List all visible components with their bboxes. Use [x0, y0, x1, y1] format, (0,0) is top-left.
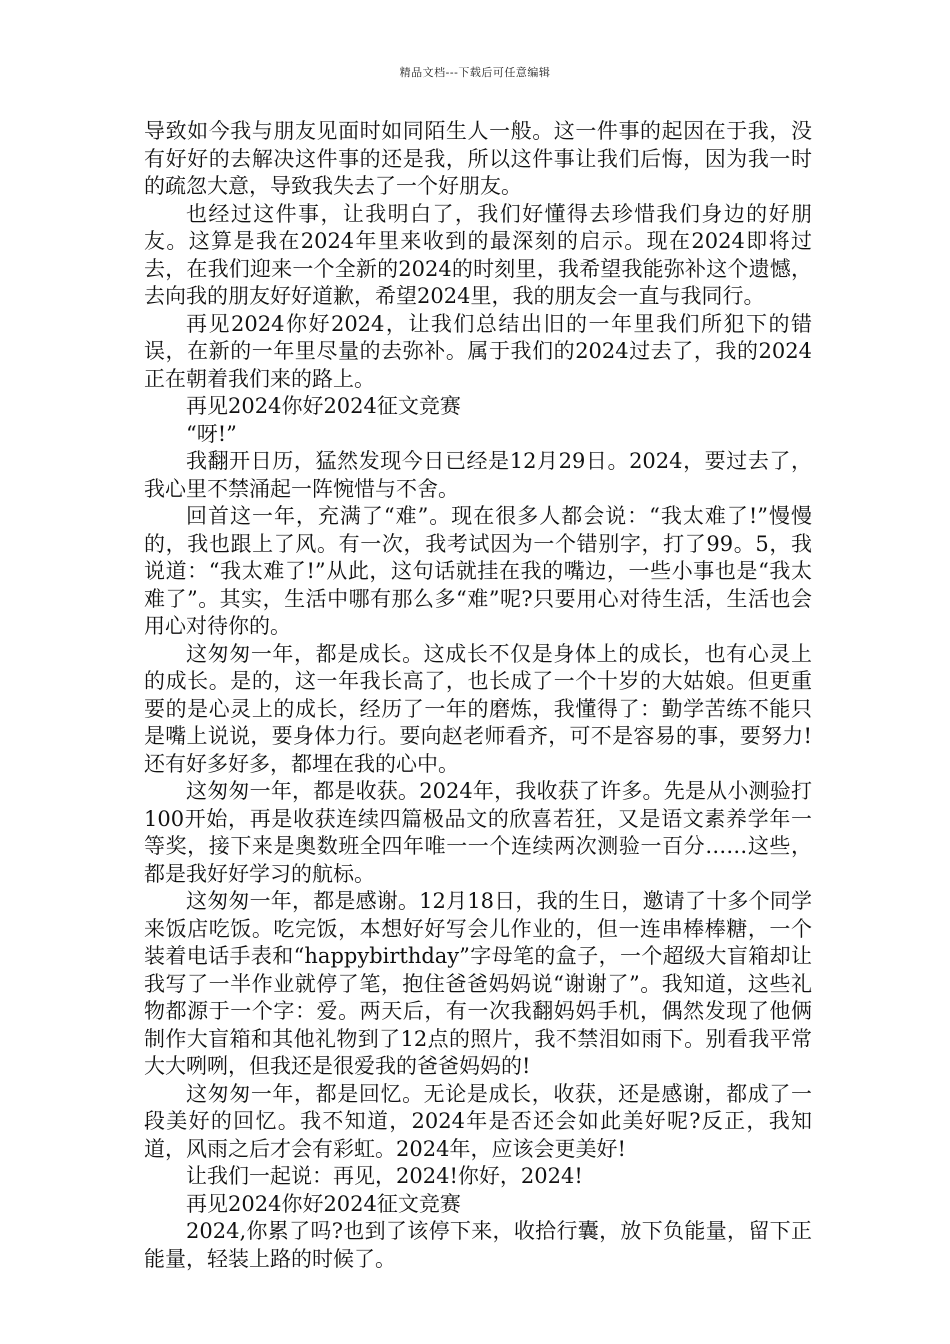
- paragraph: 回首这一年，充满了“难”。现在很多人都会说：“我太难了!”慢慢的，我也跟上了风。有一次，我考试因为一个错别字，打了99。5，我说道：“我太难了!”从此，这句话就挂在我的嘴边，一些小事也是“我太难了”。其实，生活中哪有那么多“难”呢?只要用心对待生活，生活也会用心对待你的。: [144, 504, 812, 638]
- paragraph: 导致如今我与朋友见面时如同陌生人一般。这一件事的起因在于我，没有好好的去解决这件事的还是我，所以这件事让我们后悔，因为我一时的疏忽大意，导致我失去了一个好朋友。: [144, 119, 812, 198]
- paragraph: 这匆匆一年，都是回忆。无论是成长，收获，还是感谢，都成了一段美好的回忆。我不知道，2024年是否还会如此美好呢?反正，我知道，风雨之后才会有彩虹。2024年，应该会更美好!: [144, 1081, 812, 1161]
- section-title: 再见2024你好2024征文竞赛: [186, 1191, 461, 1216]
- paragraph: 这匆匆一年，都是感谢。12月18日，我的生日，邀请了十多个同学来饭店吃饭。吃完饭，本想好好写会儿作业的，但一连串棒棒糖，一个装着电话手表和“happybirthday”字母笔的盒子，一个超级大盲箱却让我写了一半作业就停了笔，抱住爸爸妈妈说“谢谢了”。我知道，这些礼物都源于一个字：爱。两天后，有一次我翻妈妈手机，偶然发现了他俩制作大盲箱和其他礼物到了12点的照片，我不禁泪如雨下。别看我平常大大咧咧，但我还是很爱我的爸爸妈妈的!: [144, 889, 812, 1078]
- paragraph: 这匆匆一年，都是收获。2024年，我收获了许多。先是从小测验打100开始，再是收获连续四篇极品文的欣喜若狂，又是语文素养学年一等奖，接下来是奥数班全四年唯一一个连续两次测验一百分……这些，都是我好好学习的航标。: [144, 779, 812, 886]
- section-title: 再见2024你好2024征文竞赛: [186, 394, 461, 418]
- paragraph: 再见2024你好2024，让我们总结出旧的一年里我们所犯下的错误，在新的一年里尽量的去弥补。属于我们的2024过去了，我的2024正在朝着我们来的路上。: [144, 311, 812, 391]
- paragraph: 这匆匆一年，都是成长。这成长不仅是身体上的成长，也有心灵上的成长。是的，这一年我长高了，也长成了一个十岁的大姑娘。但更重要的是心灵上的成长，经历了一年的磨炼，我懂得了：勤学苦练不能只是嘴上说说，要身体力行。要向赵老师看齐，可不是容易的事，要努力!还有好多好多，都埋在我的心中。: [144, 641, 812, 776]
- paragraph: 我翻开日历，猛然发现今日已经是12月29日。2024，要过去了，我心里不禁涌起一阵惋惜与不舍。: [144, 449, 812, 501]
- document-body: [144, 118, 812, 1273]
- paragraph: 2024,你累了吗?也到了该停下来，收拾行囊，放下负能量，留下正能量，轻装上路的时候了。: [144, 1219, 812, 1271]
- paragraph: “呀!”: [186, 421, 237, 446]
- paragraph: 让我们一起说：再见，2024!你好，2024!: [186, 1164, 583, 1188]
- page-header: 精品文档---下载后可任意编辑: [399, 66, 551, 79]
- paragraph: 也经过这件事，让我明白了，我们好懂得去珍惜我们身边的好朋友。这算是我在2024年里来收到的最深刻的启示。现在2024即将过去，在我们迎来一个全新的2024的时刻里，我希望我能弥补这个遗憾，去向我的朋友好好道歉，希望2024里，我的朋友会一直与我同行。: [144, 201, 812, 308]
